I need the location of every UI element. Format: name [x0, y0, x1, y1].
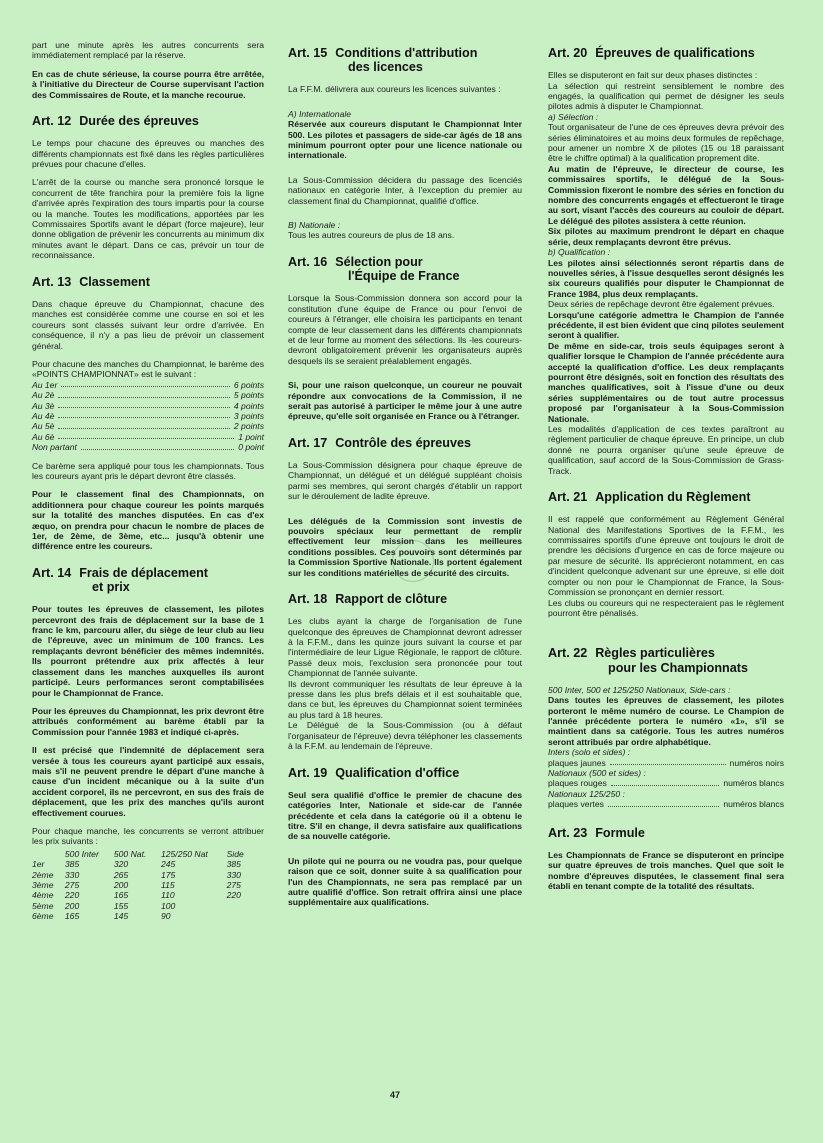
- art20-paragraph-4: Au matin de l'épreuve, le directeur de course, les commissaires sportifs, le délégué de la Sous-Commission fixeront le nombre des séries en fonction du nombre des concurrents engagés et effectueront le tirage au sort, visant l'accès des coureurs au couloir de départ. Le délégué des pilotes assistera à cette réunion.: [548, 163, 784, 226]
- art15-sub-b: B) Nationale :: [288, 220, 341, 231]
- art17-paragraph-1: La Sous-Commission désignera pour chaque épreuve de Championnat, un délégué et un délégué suppléant choisis parmi ses membres, qui seront chargés d'établir un rapport sur le déroulement de ladite épreuve.: [288, 459, 522, 502]
- plates-row: plaques vertes numéros blancs: [548, 799, 784, 810]
- art23-paragraph-1: Les Championnats de France se disputeront en principe sur quatre épreuves de trois manches. Quel que soit le nombre d'épreuves disputées, le classement final sera établi en tenant compte de la totalité des résultats.: [548, 849, 784, 892]
- art15-sub-a: A) Internationale: [288, 108, 352, 119]
- stamp-mark: [392, 540, 434, 582]
- column-middle: [288, 34, 522, 916]
- art13-paragraph-4: Pour le classement final des Championnats, on additionnera pour chaque coureur les points marqués sur la totalité des manches disputées. En cas d'ex æquo, on prendra pour chacun le nombre de places de 1er, de 2ème, de 3ème, etc... jusqu'à obtenir une différence entre les coureurs.: [32, 489, 264, 552]
- art20-paragraph-5: Six pilotes au maximum prendront le départ en chaque série, deux remplaçants devront être prévus.: [548, 226, 784, 247]
- intro-paragraph-2: En cas de chute sérieuse, la course pourra être arrêtée, à l'initiative du Directeur de Course supervisant l'action des Commissaires de Route, et la manche recourue.: [32, 68, 264, 100]
- art18-paragraph-2: Ils devront communiquer les résultats de leur épreuve à la presse dans les plus brefs délais et il est souhaitable que, dans ce but, les épreuves du Championnat soient terminées au plus tard à 18 heures.: [288, 678, 522, 720]
- art14-paragraph-4: Pour chaque manche, les concurrents se verront attribuer les prix suivants :: [32, 825, 264, 847]
- art14-heading: Art. 14 Frais de déplacement et prix: [32, 565, 208, 595]
- plates-list: [548, 747, 784, 809]
- art20-paragraph-9: De même en side-car, trois seuls équipages seront à qualifier lorsque le Champion de l'année précédente aura accepté la qualification d'office. Les deux remplaçants pourront être désignés, soit en fonction des résultats des manches qualificatives, soit à l'issue d'une ou deux séries supplémentaires ou de tout autre processus proposé par l'organisateur à la Sous-Commission Nationale.: [548, 340, 784, 424]
- art20-heading: Art. 20 Épreuves de qualifications: [548, 46, 755, 60]
- plates-group-heading: Nationaux 125/250 :: [548, 788, 625, 799]
- art13-paragraph-3: Ce barème sera appliqué pour tous les championnats. Tous les coureurs ayant pris le départ devront être classés.: [32, 460, 264, 481]
- art21-paragraph-1: Il est rappelé que conformément au Règlement Général National des Manifestations Sportives de la F.F.M., les commissaires sportifs d'une épreuve ont toujours le droit de prendre les décisions d'urgence en cas de force majeure ou par mesure de sécurité. Ils apprécieront notamment, en cas d'incident quelconque advenant sur une épreuve, si elle doit compter ou non pour le Championnat de France, la Sous-Commission se prononçant en dernier ressort.: [548, 514, 784, 598]
- page-number: 47: [390, 1090, 401, 1100]
- points-row: Au 5è 2 points: [32, 421, 264, 432]
- art21-heading: Art. 21 Application du Règlement: [548, 490, 751, 505]
- art16-paragraph-2: Si, pour une raison quelconque, un coureur ne pouvait répondre aux convocations de la Commission, il ne serait pas autorisé à participer le même jour à une autre épreuve, qu'elle soit organisée en France ou à l'étranger.: [288, 380, 522, 422]
- art15-heading: Art. 15 Conditions d'attribution des licences: [288, 46, 478, 75]
- prize-row: 1er 385 320 245 385: [32, 859, 241, 870]
- prize-row: 3ème 275 200 115 275: [32, 880, 241, 890]
- art16-heading: Art. 16 Sélection pour l'Équipe de France: [288, 254, 460, 284]
- art20-paragraph-7: Deux séries de repêchage devront être également prévues.: [548, 299, 775, 310]
- points-row: Non partant 0 point: [32, 442, 264, 453]
- art19-paragraph-1: Seul sera qualifié d'office le premier de chacune des catégories Inter, Nationale et side-car de l'année précédente et cela dans la catégorie où il a obtenu le titre. S'il en change, il devra satisfaire aux qualifications de sa nouvelle catégorie.: [288, 789, 522, 842]
- points-row: Au 3è 4 points: [32, 400, 264, 411]
- art21-paragraph-2: Les clubs ou coureurs qui ne respecteraient pas le règlement pourront être pénalisés.: [548, 597, 784, 618]
- column-right: [548, 34, 784, 899]
- art20-paragraph-1: Elles se disputeront en fait sur deux phases distinctes :: [548, 70, 758, 81]
- points-row: Au 6è 1 point: [32, 431, 264, 442]
- art20-paragraph-3: Tout organisateur de l'une de ces épreuves devra prévoir des séries éliminatoires et au moins deux formules de repêchage, pour amener un nombre X de pilotes (15 ou 18 paraissant être le chiffre optimal) à la qualification proprement dite.: [548, 122, 784, 164]
- art23-heading: Art. 23 Formule: [548, 825, 645, 840]
- art15-paragraph-4: Tous les autres coureurs de plus de 18 ans.: [288, 230, 455, 241]
- prize-row: 2ème 330 265 175 330: [32, 869, 241, 880]
- art14-paragraph-2: Pour les épreuves du Championnat, les prix devront être attribués conformément au barème établi par la Commission pour l'année 1983 et indiqué ci-après.: [32, 705, 264, 737]
- art15-paragraph-1: La F.F.M. délivrera aux coureurs les licences suivantes :: [288, 84, 501, 95]
- column-left: [32, 40, 264, 922]
- art12-paragraph-1: Le temps pour chacune des épreuves ou manches des différents championnats est fixé dans les règles particulières prévues pour chacune d'elles.: [32, 138, 264, 170]
- points-scale: [32, 380, 264, 453]
- art13-paragraph-1: Dans chaque épreuve du Championnat, chacune des manches est considérée comme une course en soi et les coureurs sont classés suivant leur ordre d'arrivée. En conséquence, il n'y a pas lieu de prévoir un classement général.: [32, 298, 264, 351]
- art22-paragraph-1: Dans toutes les épreuves de classement, les pilotes porteront le même numéro de course. Le Champion de l'année précédente portera le numéro «1», s'il se maintient dans sa catégorie. Tous les autres numéros seront attribués par ordre alphabétique.: [548, 695, 784, 747]
- plates-group-heading: Inters (solo et sides) :: [548, 747, 631, 758]
- intro-paragraph-1: part une minute après les autres concurrents sera immédiatement remplacé par la réserve.: [32, 40, 264, 61]
- prize-row: 5ème 200 155 100: [32, 900, 176, 911]
- prize-header-row: 500 Inter 500 Nat. 125/250 Nat Side: [64, 848, 244, 859]
- plates-row: plaques jaunes numéros noirs: [548, 757, 784, 768]
- art20-sub-b: b) Qualification :: [548, 247, 611, 258]
- art15-paragraph-3: La Sous-Commission décidera du passage des licenciés nationaux en catégorie Inter, à l'exception du premier au classement final du Championnat, qualifié d'office.: [288, 174, 522, 206]
- art22-heading: Art. 22 Règles particulières pour les Championnats: [548, 646, 748, 675]
- prize-table: [32, 849, 254, 922]
- art15-paragraph-2: Réservée aux coureurs disputant le Championnat Inter 500. Les pilotes et passagers de side-car âgés de 18 ans minimum pourront opter pour une licence nationale ou internationale.: [288, 119, 522, 161]
- points-row: Au 4è 3 points: [32, 410, 264, 421]
- art20-paragraph-6: Les pilotes ainsi sélectionnés seront répartis dans de nouvelles séries, à l'issue desquelles seront désignés les six coureurs qualifiés pour disputer le Championnat de France 1984, plus deux remplaçants.: [548, 257, 784, 299]
- art17-paragraph-2: Les délégués de la Commission sont investis de pouvoirs spéciaux leur permettant de remplir effectivement leur mission dans les meilleures conditions possibles. Ces pouvoirs sont déterminés par la Commission Sportive Nationale. Ils portent également sur les conditions matérielles de sécurité des circuits.: [288, 515, 522, 578]
- art13-paragraph-2: Pour chacune des manches du Championnat, le barème des «POINTS CHAMPIONNAT» est le suivant :: [32, 358, 264, 380]
- art12-heading: Art. 12 Durée des épreuves: [32, 114, 199, 129]
- plates-group-heading: Nationaux (500 et sides) :: [548, 767, 646, 778]
- art20-sub-a: a) Sélection :: [548, 111, 599, 122]
- plates-row: plaques rouges numéros blancs: [548, 778, 784, 789]
- art18-heading: Art. 18 Rapport de clôture: [288, 592, 448, 607]
- art13-heading: Art. 13 Classement: [32, 274, 150, 289]
- art19-heading: Art. 19 Qualification d'office: [288, 765, 460, 780]
- prize-row: 6ème 165 145 90: [32, 911, 171, 922]
- art20-paragraph-10: Les modalités d'application de ces textes paraîtront au règlement particulier de chaque épreuve. En principe, un club donné ne pourra organiser qu'une seule épreuve de qualification, sauf accord de la Sous-Commission de Grass-Track.: [548, 424, 784, 476]
- points-row: Au 2è 5 points: [32, 390, 264, 401]
- art18-paragraph-3: Le Délégué de la Sous-Commission (ou à défaut l'organisateur de l'épreuve) devra téléphoner les classements à la F.F.M. au lendemain de l'épreuve.: [288, 720, 522, 752]
- art22-sub: 500 Inter, 500 et 125/250 Nationaux, Side-cars :: [548, 684, 731, 695]
- art16-paragraph-1: Lorsque la Sous-Commission donnera son accord pour la constitution d'une équipe de France ou pour l'envoi de coureurs à l'étranger, elle choisira les participants en tenant compte de leur classement dans les différents championnats et de leur forme au moment des sélections. Ils -les coureurs- devront obligatoirement prévenir les organisateurs auprès desquels ils se seraient préalablement engagés.: [288, 293, 522, 366]
- art17-heading: Art. 17 Contrôle des épreuves: [288, 435, 471, 450]
- art14-paragraph-3: Il est précisé que l'indemnité de déplacement sera versée à tous les coureurs ayant participé aux essais, mais s'il ne peuvent prendre le départ d'une manche à cause d'un incident mécanique ou à la suite d'un accident corporel, ils ne percevront, en sus des frais de déplacement, que les prix des manches qu'ils auront effectivement courues.: [32, 745, 264, 818]
- art12-paragraph-2: L'arrêt de la course ou manche sera prononcé lorsque le concurrent de tête franchira pour la première fois la ligne d'arrivée après l'expiration des tours impartis pour la course ou la manche. Toutes les modifications, apportées par les Commissaires Sportifs avant le départ (force majeure), leur donne obligation de prévenir les concurrents au minimum dix minutes avant le départ. Dans ce cas, prévoir un tour de reconnaissance.: [32, 177, 264, 261]
- art18-paragraph-1: Les clubs ayant la charge de l'organisation de l'une quelconque des épreuves de Championnat devront adresser à la F.F.M., dans les quinze jours suivant la course et par l'intermédiaire de leur Ligue Régionale, le rapport de clôture. Passé deux mois, l'exclusion sera prononcée pour tout Championnat de l'année suivante.: [288, 616, 522, 679]
- points-row: Au 1er 6 points: [32, 379, 264, 390]
- art20-paragraph-2: La sélection qui restreint sensiblement le nombre des engagés, la qualification qui permet de désigner les seuls pilotes admis à disputer le Championnat.: [548, 80, 784, 112]
- art14-paragraph-1: Pour toutes les épreuves de classement, les pilotes percevront des frais de déplacement sur la base de 1 franc le km, parcouru aller, du siège de leur club au lieu de l'épreuve, avec un minimum de 100 francs. Les remplaçants devront bénéficier des mêmes indemnités. Ils pourront prétendre aux prix affectés à leur classement dans les manches auxquelles ils auront participé. Leurs performances seront comptabilisées pour le Championnat de France.: [32, 604, 264, 698]
- art20-paragraph-8: Lorsqu'une catégorie admettra le Champion de l'année précédente, il est bien évident que cinq pilotes seulement seront à qualifier.: [548, 309, 784, 341]
- art19-paragraph-2: Un pilote qui ne pourra ou ne voudra pas, pour quelque raison que ce soit, donner suite à sa qualification pour l'un des Championnats, ne sera pas remplacé par un autre qualifié d'office. Son retrait offrira ainsi une place supplémentaire aux qualifications.: [288, 855, 522, 908]
- prize-row: 4ème 220 165 110 220: [32, 890, 241, 901]
